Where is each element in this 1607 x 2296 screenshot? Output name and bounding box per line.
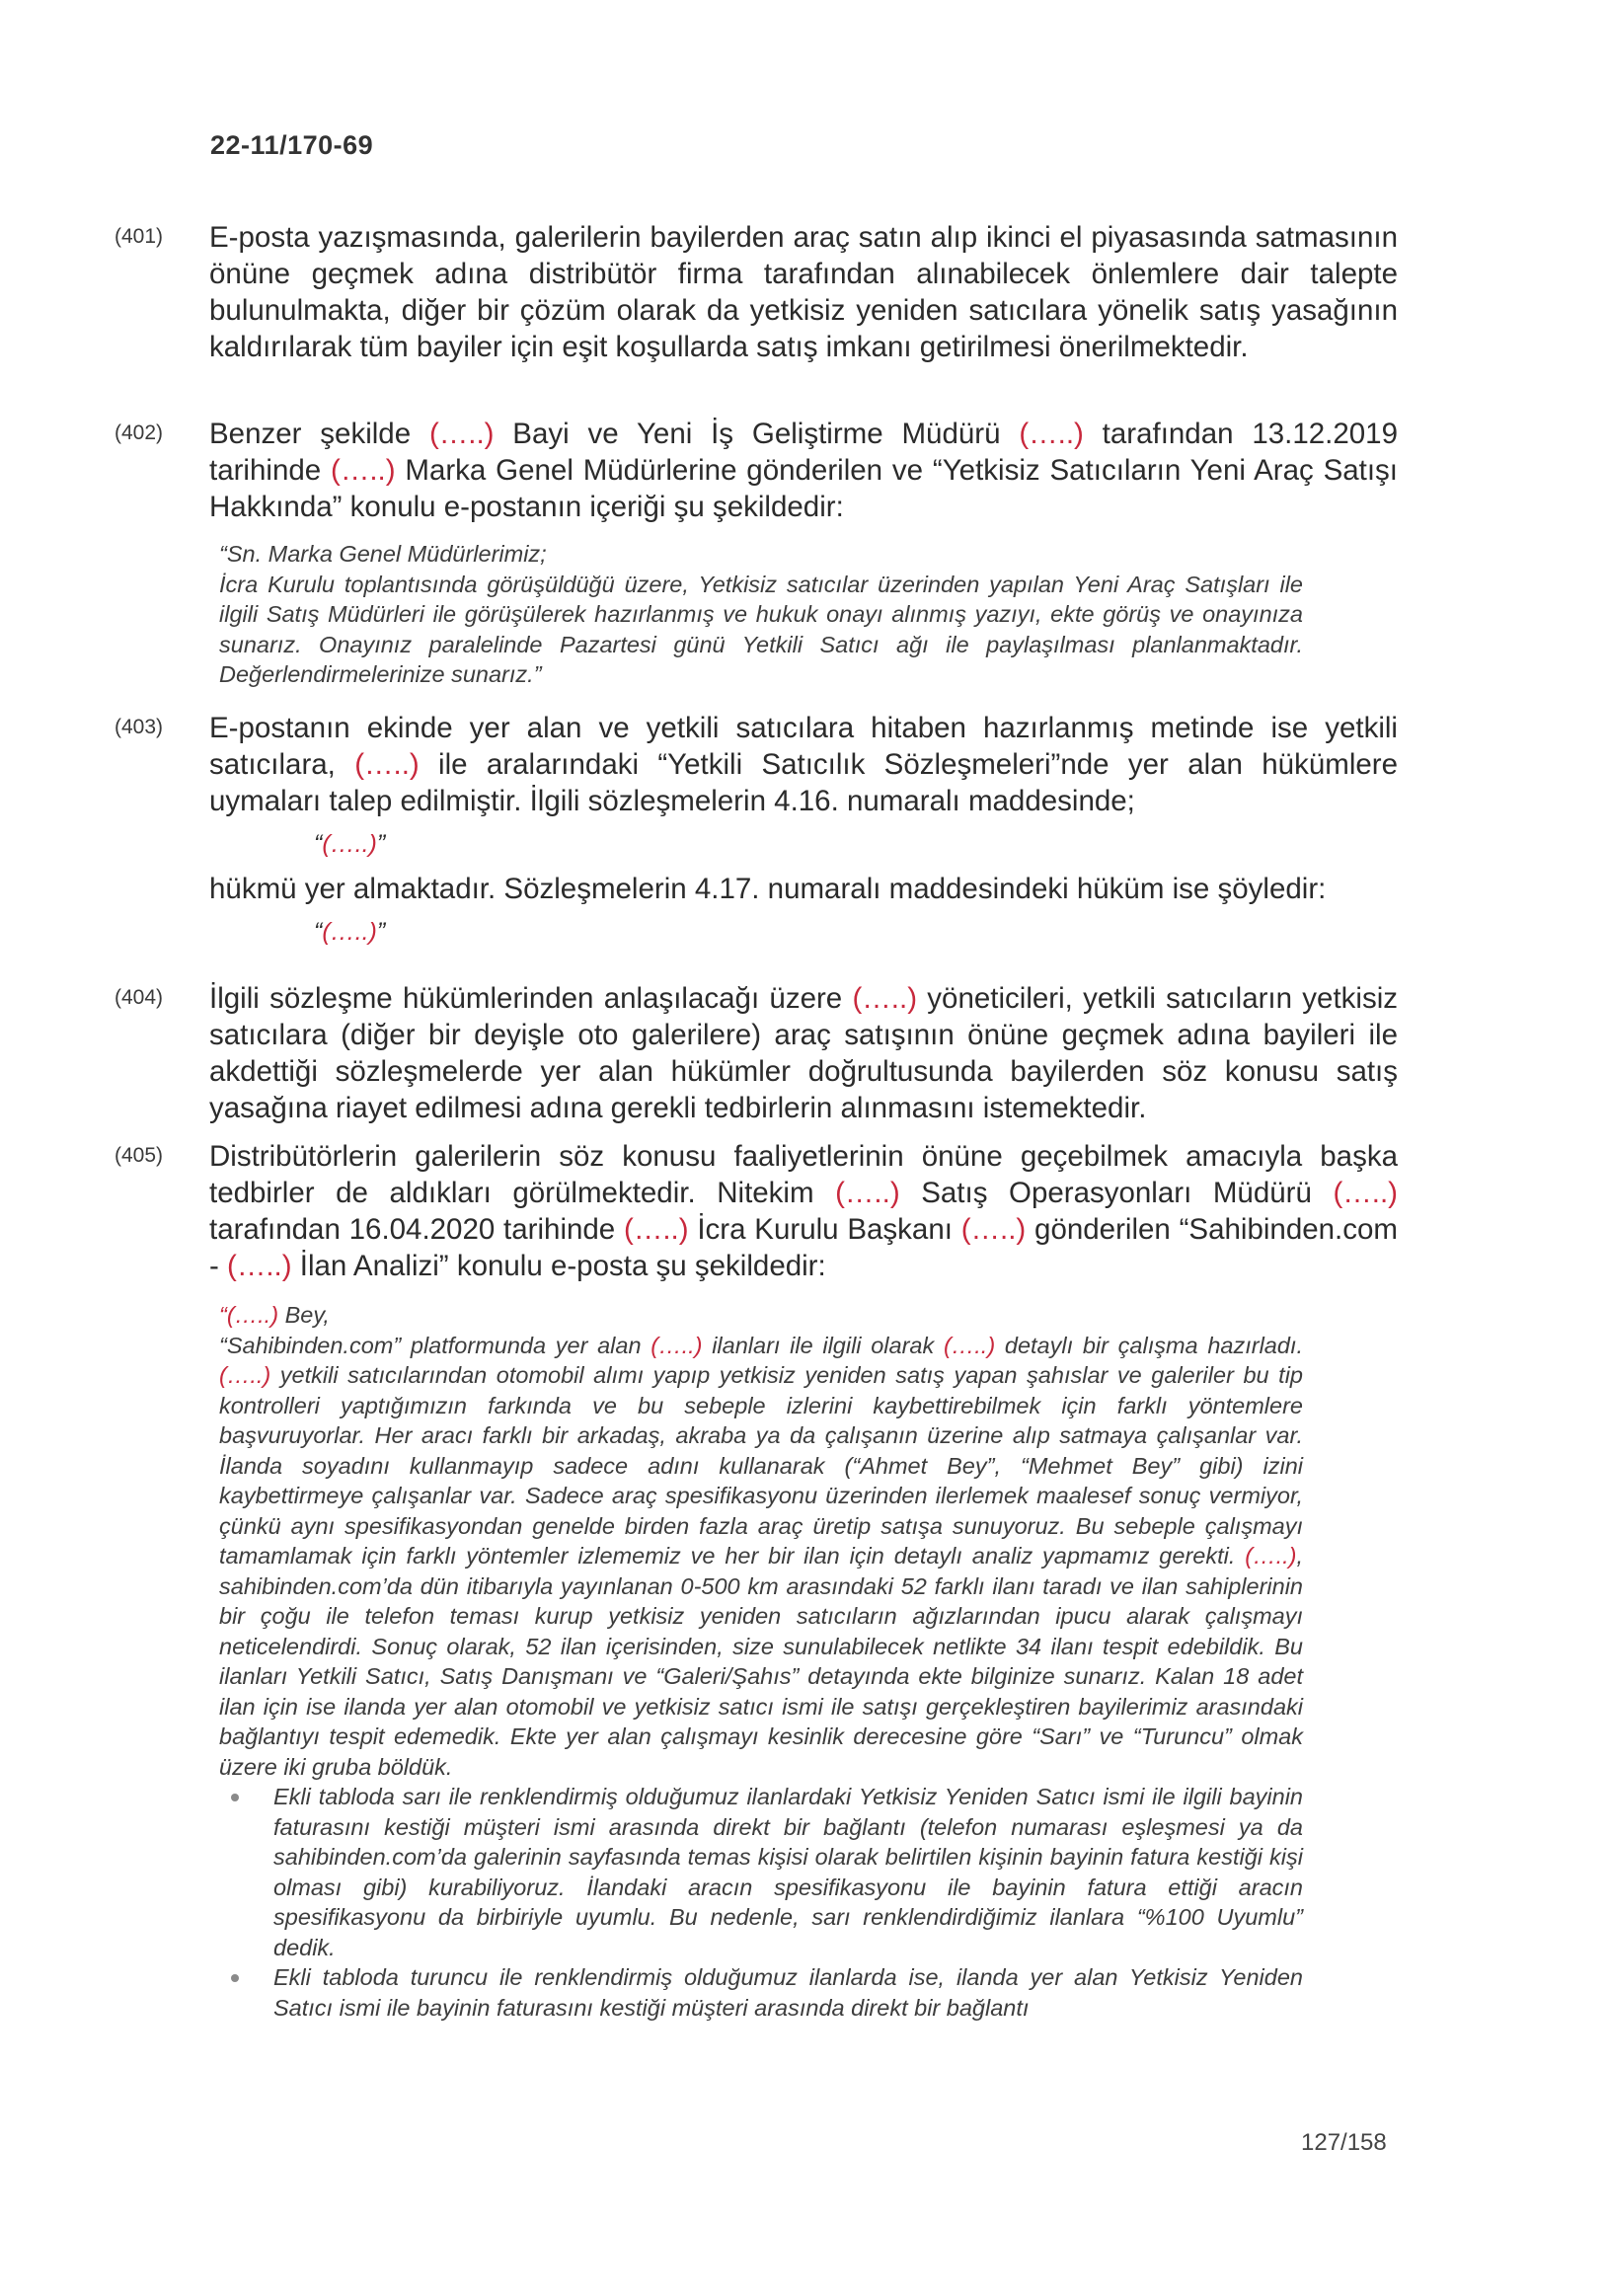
text-run: Satış Operasyonları Müdürü xyxy=(899,1177,1334,1209)
redacted-clause-4-16 xyxy=(314,827,1398,861)
redaction-mark: (…..) xyxy=(331,454,396,487)
quote-open: “ xyxy=(219,1302,227,1328)
text-run: ile aralarındaki “Yetkili Satıcılık Sözleşmeleri”nde yer alan hükümlere uymaları talep edilmiştir. İlgili sözleşmelerin 4.16. numaralı maddesinde; xyxy=(209,748,1399,817)
text-run: Benzer şekilde xyxy=(209,418,429,450)
text-run: “Sahibinden.com” platformunda yer alan xyxy=(219,1332,651,1358)
redaction-mark: (…..) xyxy=(650,1332,703,1358)
redaction-mark: (…..) xyxy=(1019,418,1084,450)
list-item xyxy=(219,1782,1303,1962)
redaction-mark: (…..) xyxy=(960,1213,1027,1246)
paragraph-number: (404) xyxy=(115,986,164,1009)
text-run: hükmü yer almaktadır. Sözleşmelerin 4.17. numaralı maddesindeki hüküm ise şöyledir: xyxy=(209,873,1327,905)
text-run: Marka Genel Müdürlerine gönderilen ve “Yetkisiz Satıcıların Yeni Araç Satışı Hakkında” konulu e-postanın içeriği şu şekildedir: xyxy=(209,454,1399,523)
redaction-mark: (…..) xyxy=(428,418,495,450)
paragraph-404 xyxy=(115,980,1398,1126)
redaction-mark: (…..) xyxy=(226,1302,279,1328)
paragraph-number: (403) xyxy=(115,716,164,738)
text-run: , sahibinden.com’da dün itibarıyla yayınlanan 0-500 km arasındaki 52 farklı ilanı taradı ve ilan sahiplerinin bir çoğu ile telefon teması kurup yetkisiz yeniden satıcıların ağızlarından ipucu alarak çalışmayı neticelendirdi. Sonuç olarak, 52 ilan içerisinden, size sunulabilecek netlikte 34 ilanı tespit edebildik. Bu ilanları Yetkili Satıcı, Satış Danışmanı ve “Galeri/Şahıs” detayında ekte bilginize sunarız. Kalan 18 adet ilan için ise ilanda yer alan otomobil ve yetkisiz satıcı ismi ile satışı gerçekleştiren bayilerimiz arasındaki bağlantıyı tespit edemedik. Ekte yer alan çalışmayı kesinlik derecesine göre “Sarı” ve “Turuncu” olmak üzere iki gruba böldük. xyxy=(219,1543,1303,1780)
redaction-mark: (…..) xyxy=(227,1250,292,1282)
text-run: detaylı bir çalışma hazırladı. xyxy=(995,1332,1303,1358)
bullet-icon xyxy=(231,1794,239,1801)
email-quote xyxy=(219,1300,1303,2023)
text-run: Bayi ve Yeni İş Geliştirme Müdürü xyxy=(494,418,1020,450)
redaction-mark: (…..) xyxy=(219,1362,271,1388)
paragraph-text xyxy=(209,1138,1398,1284)
quote-salutation: “Sn. Marka Genel Müdürlerimiz; xyxy=(219,541,547,567)
quote-body xyxy=(219,1331,1303,1783)
redaction-mark: (…..) xyxy=(322,830,377,858)
quote-open: “ xyxy=(314,830,323,858)
text-run: İlan Analizi” konulu e-posta şu şekildedir: xyxy=(291,1250,826,1282)
text-run: yöneticileri, yetkili satıcıların yetkisiz satıcılara (diğer bir deyişle oto galerilere) araç satışının önüne geçmek adına bayileri ile akdettiği sözleşmelerde yer alan hükümler doğrultusunda bayilerden söz konusu satış yasağına riayet edilmesi adına gerekli tedbirlerin alınmasını istemektedir. xyxy=(209,982,1399,1124)
bullet-list xyxy=(219,1782,1303,2023)
text-run: ilanları ile ilgili olarak xyxy=(702,1332,944,1358)
text-run: Ekli tabloda sarı ile renklendirmiş olduğumuz ilanlardaki Yetkisiz Yeniden Satıcı ismi ile ilgili bayinin faturasını kestiği müşteri ismi arasında direkt bir bağlantı (telefon numarası eşleşmesi ya da sahibinden.com’da galerinin sayfasında temas kişisi olarak belirtilen kişinin bayinin fatura kestiği kişi olması gibi) kurabiliyoruz. İlandaki aracın spesifikasyonu ile bayinin fatura ettiği aracın spesifikasyonu da birbiriyle uyumlu. Bu nedenle, sarı renklendirdiğimiz ilanlara “%100 Uyumlu” dedik. xyxy=(273,1784,1303,1960)
list-item xyxy=(219,1962,1303,2023)
text-run: E-postanın ekinde yer alan ve yetkili satıcılara hitaben hazırlanmış metinde ise yetkili satıcılara, xyxy=(209,712,1398,781)
text-run: Bey, xyxy=(278,1302,330,1328)
paragraph-number: (405) xyxy=(115,1144,164,1167)
redacted-clause-4-17 xyxy=(314,915,1398,949)
quote-salutation xyxy=(219,1300,1303,1331)
paragraph-405 xyxy=(115,1138,1398,2023)
text-run: Distribütörlerin galerilerin söz konusu faaliyetlerinin önüne geçebilmek amacıyla başka tedbirler de aldıkları görülmektedir. Nitekim xyxy=(209,1140,1398,1209)
redaction-mark: (…..) xyxy=(624,1213,689,1246)
text-run: İcra Kurulu Başkanı xyxy=(688,1213,961,1246)
redaction-mark: (…..) xyxy=(943,1332,996,1358)
quote-body: İcra Kurulu toplantısında görüşüldüğü üzere, Yetkisiz satıcılar üzerinden yapılan Yeni Araç Satışları ile ilgili Satış Müdürleri ile görüşülerek hazırlanmış ve hukuk onayı alınmış yazıyı, ekte görüş ve onayınıza sunarız. Onayınız paralelinde Pazartesi günü Yetkili Satıcı ağı ile paylaşılması planlanmaktadır. Değerlendirmelerinize sunarız.” xyxy=(219,571,1303,687)
paragraph-text xyxy=(209,219,1398,365)
paragraph-402 xyxy=(115,416,1398,690)
redaction-mark: (…..) xyxy=(322,918,377,946)
paragraph-403 xyxy=(115,710,1398,949)
quote-open: “ xyxy=(314,918,323,946)
paragraph-text xyxy=(209,980,1398,1126)
text-run: yetkili satıcılarından otomobil alımı yapıp yetkisiz yeniden satış yapan şahıslar ve galeriler bu tip kontrolleri yaptığımızın farkında ve bu sebeple izlerini kaybettirebilmek için farklı yöntemlere başvuruyorlar. Her aracı farklı bir arkadaş, akraba ya da çalışanın üzerine alıp satmaya çalışanlar var. İlanda soyadını kullanmayıp sadece adını kullanarak (“Ahmet Bey”, “Mehmet Bey” gibi) izini kaybettirmeye çalışanlar var. Sadece araç spesifikasyonu üzerinden ilerlemek maalesef sonuç vermiyor, çünkü aynı spesifikasyondan genelde birden fazla araç üretip satışa sunuyoruz. Bu sebeple çalışmayı tamamlamak için farklı yöntemler izlememiz ve her bir ilan için detaylı analiz yapmamız gerekti. xyxy=(219,1362,1303,1569)
text-run: İlgili sözleşme hükümlerinden anlaşılacağı üzere xyxy=(209,982,853,1015)
paragraph-number: (402) xyxy=(115,421,164,444)
bullet-icon xyxy=(231,1974,239,1982)
paragraph-text xyxy=(209,871,1398,907)
text-run: tarafından 16.04.2020 tarihinde xyxy=(209,1213,624,1246)
redaction-mark: (…..) xyxy=(354,748,420,781)
paragraph-text xyxy=(209,416,1398,525)
redaction-mark: (…..) xyxy=(852,982,918,1015)
quote-close: ” xyxy=(376,830,386,858)
text-run: tarafından 13.12.2019 tarihinde xyxy=(209,418,1398,487)
text-run: Ekli tabloda turuncu ile renklendirmiş olduğumuz ilanlarda ise, ilanda yer alan Yetkisiz Yeniden Satıcı ismi ile bayinin faturasını kestiği müşteri arasında direkt bir bağlantı xyxy=(273,1964,1303,2021)
paragraph-401 xyxy=(115,219,1398,365)
redaction-mark: (…..) xyxy=(1245,1543,1297,1569)
email-quote xyxy=(219,539,1303,690)
page-number: 127/158 xyxy=(1301,2129,1387,2156)
paragraph-401-text: E-posta yazışmasında, galerilerin bayilerden araç satın alıp ikinci el piyasasında satmasının önüne geçmek adına distribütör firma tarafından alınabilecek önlemlere dair talepte bulunulmakta, diğer bir çözüm olarak da yetkisiz yeniden satıcılara yönelik satış yasağının kaldırılarak tüm bayiler için eşit koşullarda satış imkanı getirilmesi önerilmektedir. xyxy=(209,221,1398,363)
text-run: gönderilen “Sahibinden.com - xyxy=(209,1213,1398,1282)
redaction-mark: (…..) xyxy=(835,1177,900,1209)
redaction-mark: (…..) xyxy=(1333,1177,1398,1209)
quote-close: ” xyxy=(376,918,386,946)
paragraph-number: (401) xyxy=(115,225,164,248)
decision-number: 22-11/170-69 xyxy=(210,130,374,160)
paragraph-text xyxy=(209,710,1398,819)
